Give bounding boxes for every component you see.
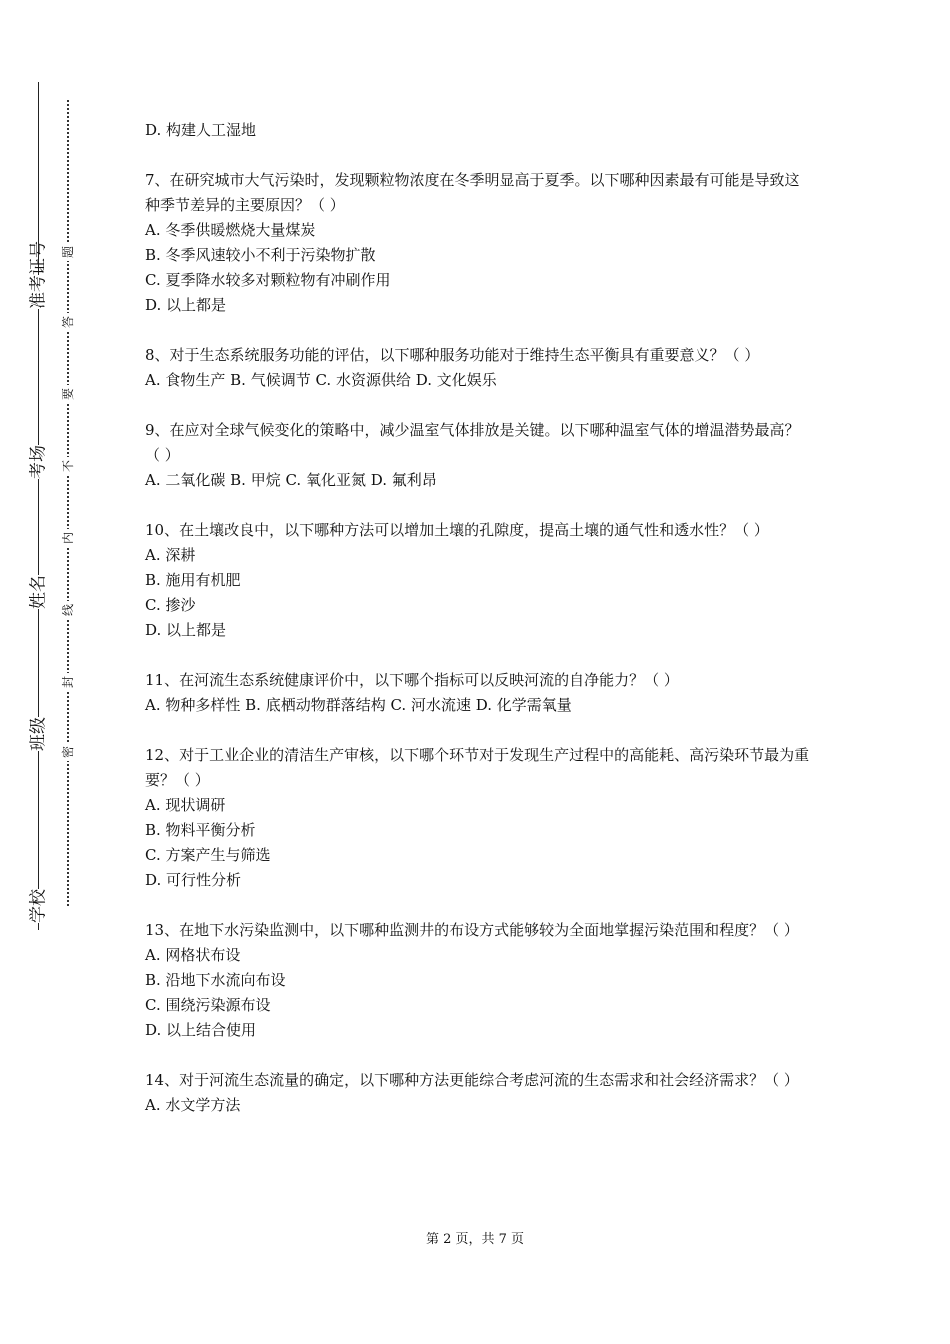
field-class: 班级 <box>27 717 52 751</box>
question-item <box>145 118 813 143</box>
option: A. 现状调研 <box>145 796 226 814</box>
option: A. 网格状布设 <box>145 946 241 964</box>
question-item <box>145 343 813 393</box>
question-text: 11、在河流生态系统健康评价中，以下哪个指标可以反映河流的自净能力？（ ） <box>145 671 679 689</box>
seal-char: 内 <box>59 529 77 547</box>
field-name: 姓名 <box>27 575 52 609</box>
option: D. 构建人工湿地 <box>145 121 257 139</box>
seal-char: 密 <box>59 743 77 761</box>
option: D. 以上都是 <box>145 296 227 314</box>
question-item <box>145 518 813 643</box>
option: D. 可行性分析 <box>145 871 242 889</box>
question-text: 9、在应对全球气候变化的策略中，减少温室气体排放是关键。以下哪种温室气体的增温潜势最高？（ ） <box>145 421 800 464</box>
option: A. 物种多样性 B. 底栖动物群落结构 C. 河水流速 D. 化学需氧量 <box>145 696 572 714</box>
option: D. 以上都是 <box>145 621 227 639</box>
page-footer: 第 2 页，共 7 页 <box>425 1232 525 1247</box>
option: B. 冬季风速较小不利于污染物扩散 <box>145 246 376 264</box>
question-item <box>145 168 813 318</box>
binding-margin <box>0 0 110 1344</box>
option: A. 冬季供暖燃烧大量煤炭 <box>145 221 316 239</box>
option: A. 食物生产 B. 气候调节 C. 水资源供给 D. 文化娱乐 <box>145 371 497 389</box>
field-exam-number: 准考证号 <box>27 275 52 309</box>
field-school: 学校 <box>27 889 52 923</box>
question-item <box>145 418 813 493</box>
seal-char: 题 <box>59 243 77 261</box>
question-item <box>145 1068 813 1118</box>
option: C. 掺沙 <box>145 596 196 614</box>
question-item <box>145 743 813 893</box>
option: C. 夏季降水较多对颗粒物有冲刷作用 <box>145 271 391 289</box>
option: B. 施用有机肥 <box>145 571 241 589</box>
question-text: 7、在研究城市大气污染时，发现颗粒物浓度在冬季明显高于夏季。以下哪种因素最有可能是导致这种季节差异的主要原因？（ ） <box>145 171 800 214</box>
question-text: 12、对于工业企业的清洁生产审核，以下哪个环节对于发现生产过程中的高能耗、高污染环节最为重要？（ ） <box>145 746 810 789</box>
seal-char: 答 <box>59 313 77 331</box>
option: B. 沿地下水流向布设 <box>145 971 286 989</box>
option: C. 方案产生与筛选 <box>145 846 271 864</box>
seal-char: 线 <box>59 601 77 619</box>
question-text: 10、在土壤改良中，以下哪种方法可以增加土壤的孔隙度，提高土壤的通气性和透水性？（ ） <box>145 521 769 539</box>
field-exam-room: 考场 <box>27 445 52 479</box>
question-text: 8、对于生态系统服务功能的评估，以下哪种服务功能对于维持生态平衡具有重要意义？（ ） <box>145 346 760 364</box>
question-item <box>145 918 813 1043</box>
question-item <box>145 668 813 718</box>
option: D. 以上结合使用 <box>145 1021 257 1039</box>
question-text: 13、在地下水污染监测中，以下哪种监测井的布设方式能够较为全面地掌握污染范围和程度？（ ） <box>145 921 799 939</box>
seal-char: 不 <box>59 457 77 475</box>
binding-solid-line <box>38 82 39 930</box>
option: A. 水文学方法 <box>145 1096 241 1114</box>
option: C. 围绕污染源布设 <box>145 996 271 1014</box>
option: A. 二氧化碳 B. 甲烷 C. 氧化亚氮 D. 氟利昂 <box>145 471 437 489</box>
question-list <box>145 118 813 1143</box>
seal-dotted-line <box>67 100 69 906</box>
option: A. 深耕 <box>145 546 196 564</box>
option: B. 物料平衡分析 <box>145 821 256 839</box>
question-text: 14、对于河流生态流量的确定，以下哪种方法更能综合考虑河流的生态需求和社会经济需求？（ ） <box>145 1071 799 1089</box>
seal-char: 封 <box>59 673 77 691</box>
seal-char: 要 <box>59 385 77 403</box>
